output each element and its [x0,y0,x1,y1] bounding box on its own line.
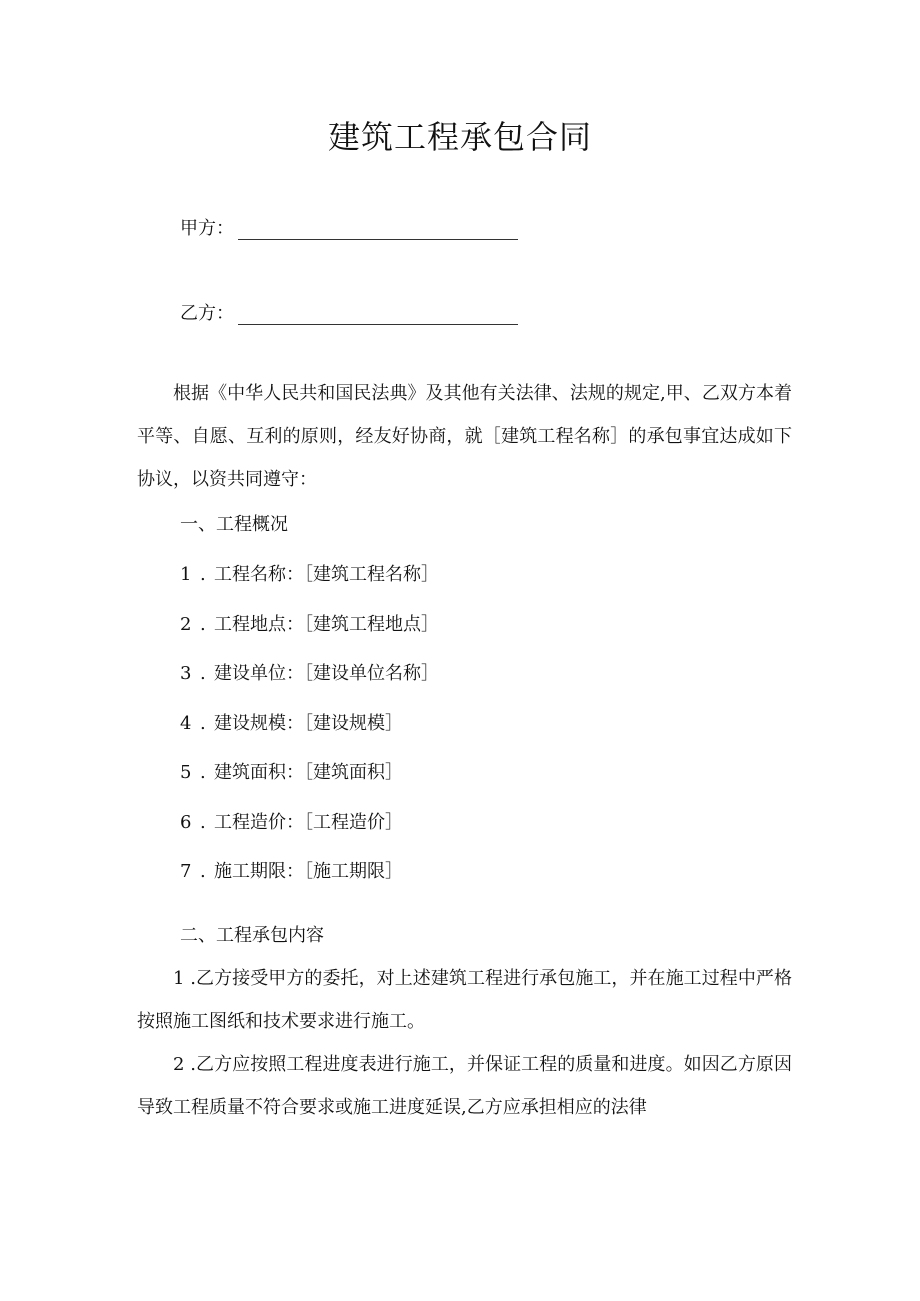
section-2-heading: 二、工程承包内容 [180,925,324,946]
document-title: 建筑工程承包合同 [327,118,592,156]
section-1-heading: 一、工程概况 [180,514,288,535]
party-b-blank-line [238,306,518,325]
list-item: 2 . 工程地点：［建筑工程地点］ [180,613,439,635]
party-a-blank-line [238,221,518,240]
list-item: 3 . 建设单位：［建设单位名称］ [180,663,439,684]
list-item: 5 . 建筑面积：［建筑面积］ [180,762,403,783]
list-item: 1 . 工程名称：［建筑工程名称］ [180,564,439,585]
contract-intro [137,372,792,501]
party-b-label: 乙方： [180,303,234,324]
intro-paragraph: 根据《中华人民共和国民法典》及其他有关法律、法规的规定,甲、乙双方本着平等、自愿、互利的原则，经友好协商，就［建筑工程名称］的承包事宜达成如下协议，以资共同遵守： [137,383,792,490]
section-2 [137,914,792,1129]
list-item: 7 . 施工期限：［施工期限］ [180,861,403,882]
list-item: 4 . 建设规模：［建设规模］ [180,712,403,734]
party-b-field [180,299,518,325]
section-2-paragraph-1: 1 .乙方接受甲方的委托，对上述建筑工程进行承包施工，并在施工过程中严格按照施工图纸和技术要求进行施工。 [137,968,792,1032]
section-1-items [137,550,792,897]
party-a-field [180,214,518,240]
party-a-label: 甲方： [180,218,234,239]
section-1 [137,503,792,546]
list-item: 6 . 工程造价：［工程造价］ [180,811,403,833]
section-2-paragraph-2: 2 .乙方应按照工程进度表进行施工，并保证工程的质量和进度。如因乙方原因导致工程质量不符合要求或施工进度延误,乙方应承担相应的法律 [137,1054,792,1118]
